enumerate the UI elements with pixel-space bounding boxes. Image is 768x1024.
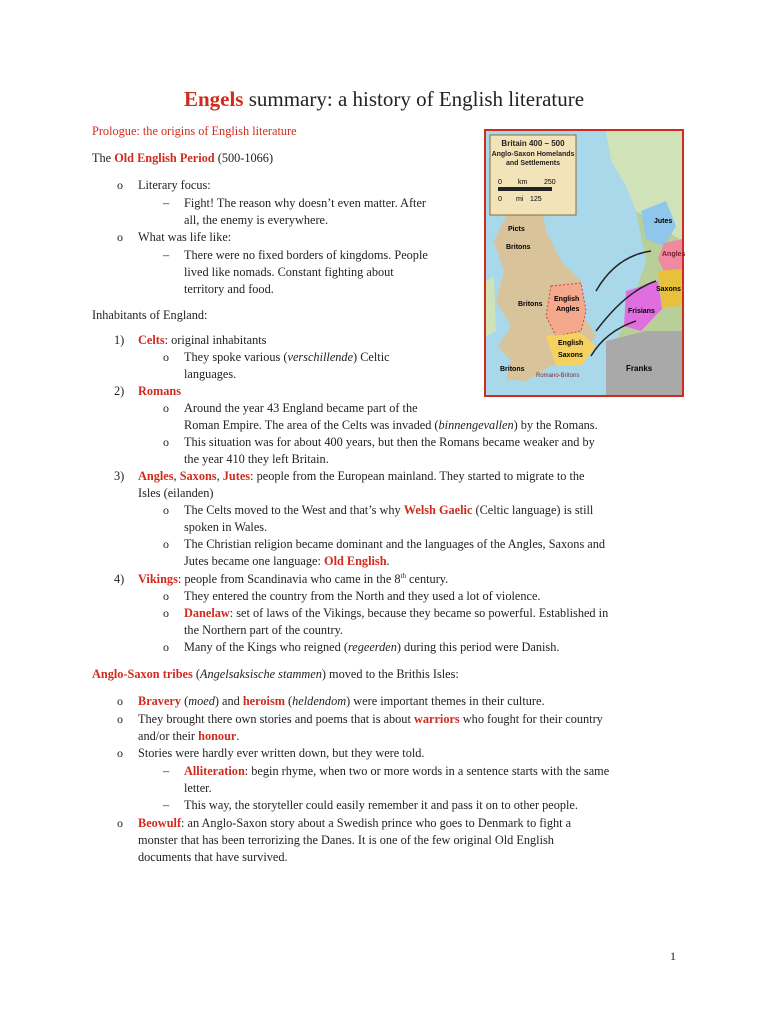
life-line-1: There were no fixed borders of kingdoms. People <box>184 248 428 262</box>
scale-km-val: 250 <box>544 179 556 186</box>
period-name: Old English Period <box>114 151 215 165</box>
heroism: heroism <box>242 694 285 708</box>
alliteration-line-2: letter. <box>184 781 212 795</box>
title-rest: summary: a history of English literature <box>243 87 585 111</box>
scale-km: km <box>518 179 528 186</box>
text: : an Anglo-Saxon story about a Swedish prince who goes to Denmark to fight a <box>181 816 572 830</box>
bullet-o: o <box>163 606 169 620</box>
bullet-o: o <box>117 712 123 726</box>
text-italic: regeerden <box>347 640 397 654</box>
celts-sub-2: languages. <box>184 367 237 381</box>
warriors: warriors <box>413 712 460 726</box>
text-italic: heldendom <box>292 694 347 708</box>
beowulf: Beowulf <box>138 816 182 830</box>
label-saxons: Saxons <box>656 286 681 293</box>
vikings-s2-2: the Northern part of the country. <box>184 623 344 637</box>
romans-name: Romans <box>138 384 182 398</box>
label-britons-2: Britons <box>518 301 543 308</box>
page-title <box>0 86 768 112</box>
text: ( <box>192 667 200 681</box>
text: . <box>236 729 240 743</box>
scale-bar <box>498 187 552 191</box>
bullet-o: o <box>163 401 169 415</box>
life-label: What was life like: <box>138 230 232 244</box>
text-italic: binnengevallen <box>438 418 514 432</box>
vikings-line <box>138 571 448 588</box>
bullet-o: o <box>163 503 169 517</box>
celts-line <box>138 332 266 349</box>
list-number: 3) <box>114 469 125 483</box>
list-number: 2) <box>114 384 125 398</box>
bullet-o: o <box>163 435 169 449</box>
text: ) Celtic <box>353 350 390 364</box>
text: They brought there own stories and poems that is about <box>138 712 414 726</box>
map-title-2: Anglo-Saxon Homelands <box>491 151 575 158</box>
label-romano-britons: Romano-Britons <box>536 373 580 379</box>
angles-desc-2: Isles (eilanden) <box>138 486 214 500</box>
lit-focus-line-2: all, the enemy is everywhere. <box>184 213 329 227</box>
bullet-o: o <box>163 640 169 654</box>
text: They spoke various ( <box>184 350 288 364</box>
text: century. <box>405 572 449 586</box>
bullet-o: o <box>117 178 123 192</box>
celts-name: Celts <box>138 333 165 347</box>
text: : begin rhyme, when two or more words in a sentence starts with the same <box>244 764 610 778</box>
romans-s1-l2 <box>184 417 598 434</box>
page-number: 1 <box>670 949 676 963</box>
text: Many of the Kings who reigned ( <box>184 640 348 654</box>
saxons-name: Saxons <box>179 469 217 483</box>
label-britons-3: Britons <box>500 366 525 373</box>
storyteller-line: This way, the storyteller could easily remember it and pass it on to other people. <box>184 798 578 812</box>
lit-focus-label: Literary focus: <box>138 178 211 192</box>
label-frisians: Frisians <box>628 308 655 315</box>
lit-focus-line-1: Fight! The reason why doesn’t even matter. After <box>184 196 427 210</box>
scale-mi: mi <box>516 196 524 203</box>
old-english: Old English <box>324 554 387 568</box>
text: ) during this period were Danish. <box>396 640 560 654</box>
label-saxons-2: Saxons <box>558 352 583 359</box>
period-pre: The <box>92 151 115 165</box>
superscript: th <box>400 571 406 580</box>
vikings-s2 <box>184 605 608 622</box>
danelaw: Danelaw <box>184 606 230 620</box>
jutes-name: Jutes <box>222 469 251 483</box>
text: : people from Scandinavia who came in the 8 <box>177 572 401 586</box>
alliteration-line <box>184 763 609 780</box>
bravery: Bravery <box>138 694 182 708</box>
romans-s2-l1: This situation was for about 400 years, but then the Romans became weaker and by <box>184 435 595 449</box>
tribes-name: Anglo-Saxon tribes <box>92 667 193 681</box>
celts-sub <box>184 349 390 366</box>
stories-line-2 <box>138 728 239 745</box>
vikings-s3 <box>184 639 559 656</box>
text: ) were important themes in their culture. <box>346 694 545 708</box>
text: ) and <box>214 694 243 708</box>
alliteration: Alliteration <box>184 764 245 778</box>
bullet-o: o <box>117 816 123 830</box>
text: and/or their <box>138 729 199 743</box>
beowulf-line <box>138 815 571 832</box>
period-line <box>92 150 273 167</box>
bullet-o: o <box>117 746 123 760</box>
angles-line: Angles, Saxons, Jutes: people from the European mainland. They started to migrate to the <box>138 469 585 483</box>
label-angles-2: Angles <box>556 306 580 313</box>
angles-s1 <box>184 502 593 519</box>
text: The Celts moved to the West and that’s why <box>184 503 404 517</box>
told-line: Stories were hardly ever written down, but they were told. <box>138 746 425 760</box>
beowulf-line-3: documents that have survived. <box>138 850 288 864</box>
angles-s2: The Christian religion became dominant and the languages of the Angles, Saxons and <box>184 537 606 551</box>
life-line-2: lived like nomads. Constant fighting about <box>184 265 394 279</box>
honour: honour <box>198 729 237 743</box>
text: . <box>386 554 390 568</box>
label-britons: Britons <box>506 244 531 251</box>
text: ( <box>181 694 189 708</box>
text-italic: moed <box>188 694 215 708</box>
label-franks: Franks <box>626 364 653 373</box>
text: Roman Empire. The area of the Celts was invaded ( <box>184 418 439 432</box>
angles-s2-2 <box>184 553 390 570</box>
map-title-1: Britain 400 – 500 <box>501 139 565 148</box>
inhabitants-heading: Inhabitants of England: <box>92 308 208 322</box>
text: (Celtic language) is still <box>472 503 594 517</box>
welsh-gaelic: Welsh Gaelic <box>403 503 473 517</box>
text: who fought for their country <box>459 712 603 726</box>
tribes-heading <box>92 666 459 683</box>
label-english-2: English <box>558 340 584 347</box>
text: : people from the European mainland. They started to migrate to the <box>250 469 585 483</box>
bullet-o: o <box>117 694 123 708</box>
beowulf-line-2: monster that has been terrorizing the Danes. It is one of the few original Old English <box>138 833 554 847</box>
scale-mi-val: 125 <box>530 196 542 203</box>
period-dates: (500-1066) <box>214 151 274 165</box>
romans-s1-l1: Around the year 43 England became part of the <box>184 401 418 415</box>
bullet-o: o <box>117 230 123 244</box>
text: ( <box>284 694 293 708</box>
stories-line <box>138 711 603 728</box>
bullet-o: o <box>163 589 169 603</box>
bullet-dash: – <box>163 196 170 210</box>
text: Jutes became one language: <box>184 554 324 568</box>
text-italic: verschillende <box>287 350 354 364</box>
celts-desc: : original inhabitants <box>164 333 267 347</box>
theme-line <box>138 693 545 710</box>
life-line-3: territory and food. <box>184 282 274 296</box>
label-jutes: Jutes <box>654 218 673 225</box>
angles-s1-2: spoken in Wales. <box>184 520 268 534</box>
bullet-o: o <box>163 350 169 364</box>
bullet-dash: – <box>163 248 170 262</box>
text-italic: Angelsaksische stammen <box>199 667 322 681</box>
label-picts: Picts <box>508 226 525 233</box>
label-angles: Angles <box>662 251 686 258</box>
map-svg <box>486 131 686 395</box>
list-number: 1) <box>114 333 125 347</box>
franks-area <box>606 331 682 395</box>
text: ) moved to the Brithis Isles: <box>321 667 459 681</box>
bullet-dash: – <box>163 764 170 778</box>
bullet-o: o <box>163 537 169 551</box>
romans-s2-l2: the year 410 they left Britain. <box>184 452 329 466</box>
map-image <box>484 129 684 397</box>
label-english: English <box>554 296 580 303</box>
text: : set of laws of the Vikings, because they became so powerful. Established in <box>229 606 609 620</box>
map-title-3: and Settlements <box>505 160 561 167</box>
text: ) by the Romans. <box>513 418 598 432</box>
prologue-heading: Prologue: the origins of English literature <box>92 124 297 138</box>
list-number: 4) <box>114 572 125 586</box>
bullet-dash: – <box>163 798 170 812</box>
title-highlight: Engels <box>183 87 244 111</box>
vikings-s1: They entered the country from the North and they used a lot of violence. <box>184 589 541 603</box>
scale-zero-mi: 0 <box>498 196 502 203</box>
vikings-name: Vikings <box>138 572 178 586</box>
angles-name: Angles <box>138 469 174 483</box>
scale-zero: 0 <box>498 179 502 186</box>
